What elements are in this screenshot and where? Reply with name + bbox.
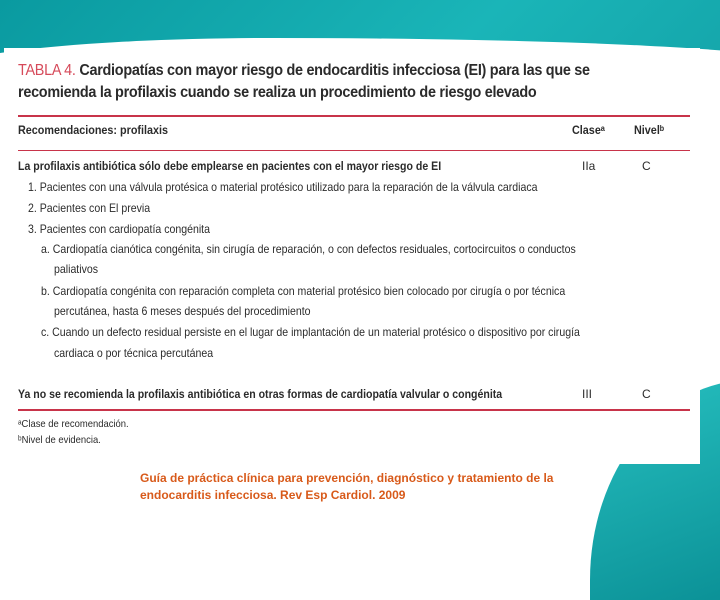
- row-nivel: C: [642, 159, 651, 173]
- table-row: 1. Pacientes con una válvula protésica o material protésico utilizado para la reparación de la válvula cardiaca: [28, 180, 538, 194]
- table-row: cardiaca o por técnica percutánea: [54, 346, 214, 360]
- table-row: paliativos: [54, 262, 99, 276]
- source-caption: Guía de práctica clínica para prevención, diagnóstico y tratamiento de la endocarditis infecciosa. Rev Esp Cardiol. 2009: [140, 471, 554, 502]
- row-clase: IIa: [582, 159, 596, 173]
- table-image: [4, 48, 700, 464]
- header-top-rule: [18, 115, 690, 117]
- row-clase: III: [582, 387, 593, 401]
- header-clase: Claseᵃ: [572, 123, 605, 137]
- table-label: TABLA 4.: [18, 62, 76, 79]
- table-row: La profilaxis antibiótica sólo debe emplearse en pacientes con el mayor riesgo de EI: [18, 159, 442, 173]
- table-row: 3. Pacientes con cardiopatía congénita: [28, 222, 210, 236]
- footnote: ᵃClase de recomendación.: [18, 418, 129, 430]
- header-nivel: Nivelᵇ: [634, 123, 665, 137]
- table-row: c. Cuando un defecto residual persiste en el lugar de implantación de un material protésico o dispositivo por cirugía: [41, 325, 580, 339]
- table-bottom-rule: [18, 409, 690, 411]
- table-row: b. Cardiopatía congénita con reparación completa con material protésico bien colocado por cirugía o por técnica: [41, 284, 566, 298]
- header-bottom-rule: [18, 150, 690, 151]
- table-row: Ya no se recomienda la profilaxis antibiótica en otras formas de cardiopatía valvular o congénita: [18, 387, 503, 401]
- table-row: percutánea, hasta 6 meses después del procedimiento: [54, 304, 311, 318]
- table-title-text: Cardiopatías con mayor riesgo de endocarditis infecciosa (EI) para las que se recomienda la profilaxis cuando se realiza un procedimiento de riesgo elevado: [18, 62, 590, 101]
- table-title: [18, 60, 650, 104]
- row-nivel: C: [642, 387, 651, 401]
- header-recomendaciones: Recomendaciones: profilaxis: [18, 123, 169, 137]
- table-row: a. Cardiopatía cianótica congénita, sin cirugía de reparación, o con defectos residuales, cortocircuitos o conductos: [41, 242, 576, 256]
- table-row: 2. Pacientes con El previa: [28, 201, 151, 215]
- footnote: ᵇNivel de evidencia.: [18, 434, 101, 446]
